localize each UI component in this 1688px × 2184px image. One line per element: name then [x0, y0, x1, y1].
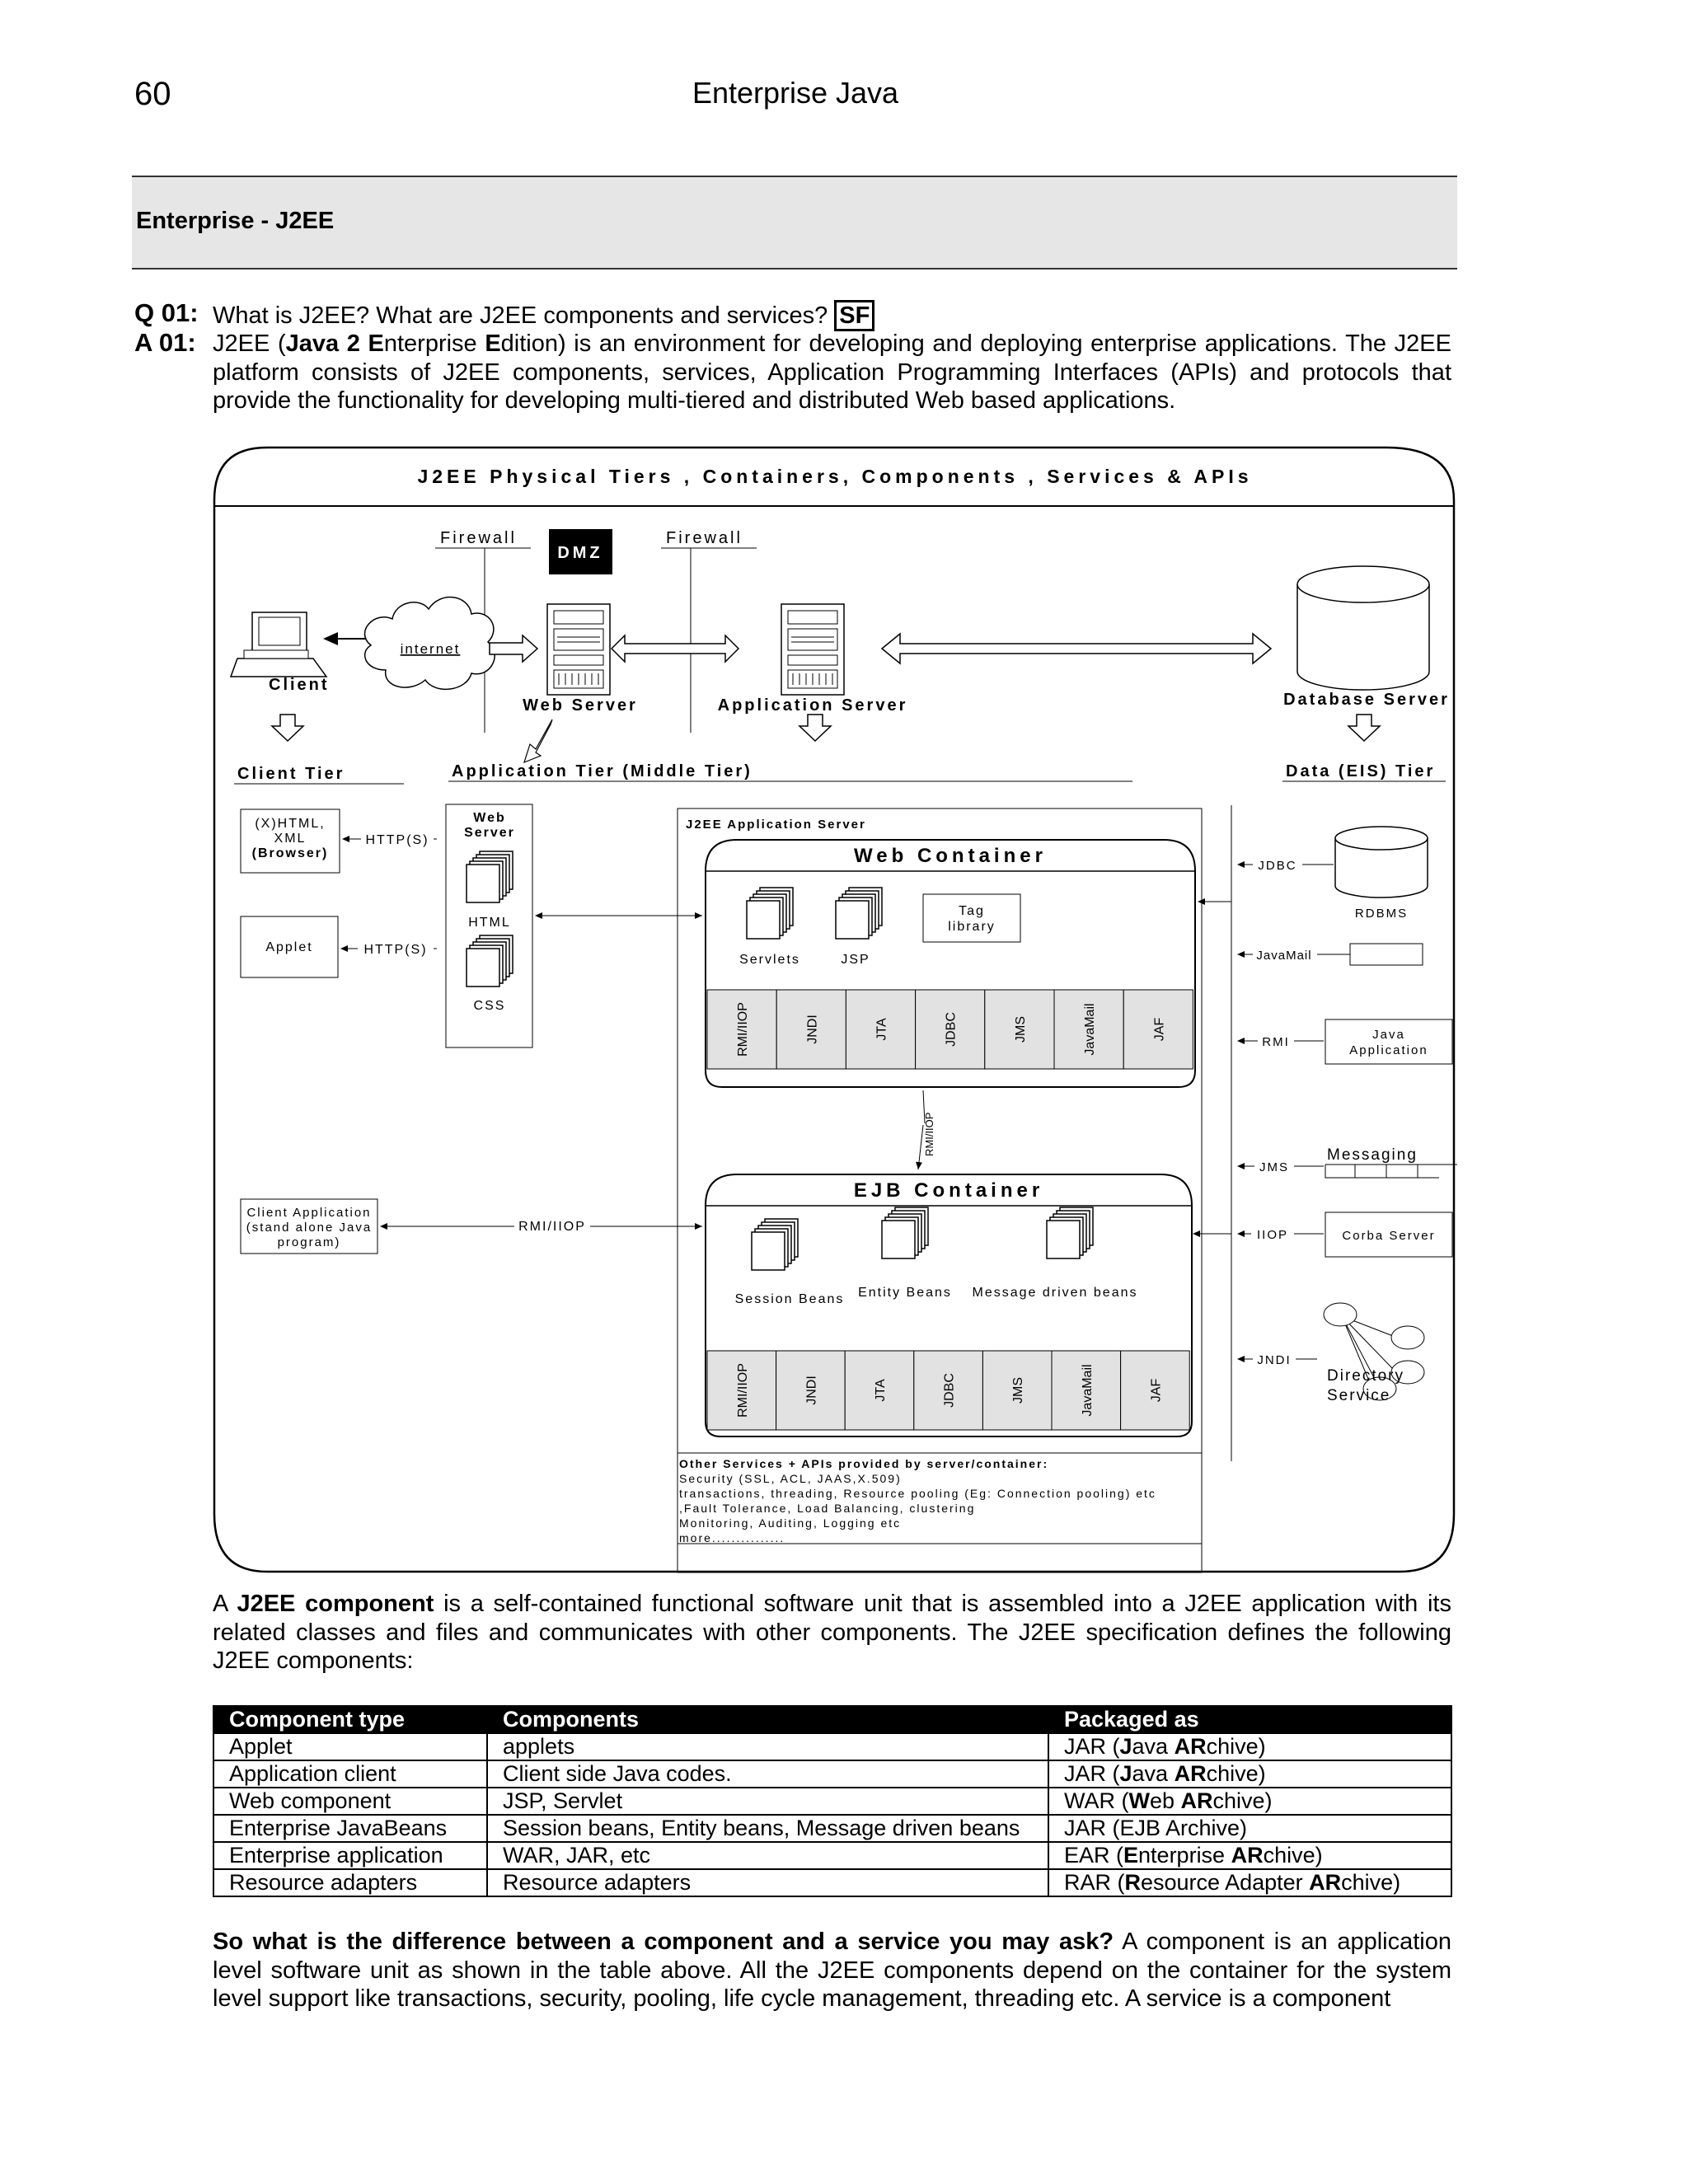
client-app-label-3: program) [277, 1235, 341, 1249]
cell-components: JSP, Servlet [487, 1788, 1048, 1815]
table-row [213, 1760, 1451, 1788]
library-label: library [948, 920, 996, 934]
cell-components: applets [487, 1733, 1048, 1760]
mdb-icon [1047, 1207, 1093, 1258]
rmi-iiop-vertical-label: RMI/IIOP [923, 1112, 935, 1156]
data-tier-label: Data (EIS) Tier [1286, 762, 1436, 780]
rdbms-label: RDBMS [1354, 907, 1409, 921]
app-server-label: Application Server [717, 696, 908, 715]
mdb-label: Message driven beans [972, 1286, 1138, 1300]
header-components: Components [487, 1706, 1048, 1733]
sf-badge: SF [834, 300, 874, 331]
cell-component-type: Applet [213, 1733, 487, 1760]
web-container-api-row [707, 990, 1193, 1069]
table-row [213, 1815, 1451, 1842]
j2ee-architecture-diagram [213, 443, 1457, 1576]
table-row [213, 1733, 1451, 1760]
cell-packaged-as: JAR (Java ARchive) [1048, 1760, 1451, 1788]
running-title: Enterprise Java [692, 76, 899, 110]
dmz-label: DMZ [557, 544, 603, 562]
cell-packaged-as: EAR (Enterprise ARchive) [1048, 1842, 1451, 1869]
cell-component-type: Web component [213, 1788, 487, 1815]
jndi-label: JNDI [1257, 1353, 1292, 1367]
other-services-line-5: Monitoring, Auditing, Logging etc [679, 1516, 902, 1530]
client-app-label-2: (stand alone Java [246, 1221, 373, 1235]
corba-server-label: Corba Server [1342, 1229, 1436, 1243]
http1-label: HTTP(S) [365, 833, 429, 847]
question-text [213, 300, 874, 331]
jsp-icon [836, 888, 882, 939]
section-title: Enterprise - J2EE [136, 208, 335, 234]
cell-packaged-as: JAR (EJB Archive) [1048, 1815, 1451, 1842]
cell-packaged-as: RAR (Resource Adapter ARchive) [1048, 1869, 1451, 1896]
api-label-jaf: JAF [1149, 1378, 1164, 1403]
client-label: Client [269, 676, 330, 694]
directory-label: Directory [1327, 1367, 1405, 1385]
cell-component-type: Enterprise JavaBeans [213, 1815, 487, 1842]
cell-components: WAR, JAR, etc [487, 1842, 1048, 1869]
answer-label: A 01: [134, 328, 196, 357]
api-label-jndi: JNDI [804, 1376, 819, 1405]
service-label: Service [1327, 1387, 1391, 1404]
component-paragraph: A J2EE component is a self-contained functional software unit that is assembled into a J2EE application with its related classes and files and communicates with other components. The J2EE specification defines the following J2EE components: [213, 1591, 1451, 1674]
jdbc-label: JDBC [1258, 859, 1297, 873]
cell-components: Resource adapters [487, 1869, 1048, 1896]
question-label: Q 01: [134, 298, 199, 327]
api-label-jta: JTA [874, 1379, 888, 1402]
xml-label: XML [274, 832, 307, 846]
tag-library-box [923, 894, 1020, 942]
browser-label: (Browser) [251, 846, 329, 860]
css-docs-icon [467, 935, 513, 987]
component-table [213, 1705, 1452, 1897]
java-app-label-2: Application [1349, 1043, 1428, 1057]
table-header-row [213, 1706, 1451, 1733]
css-label: CSS [473, 999, 506, 1013]
page-number: 60 [134, 76, 171, 112]
web-server-box-label-2: Server [464, 826, 515, 840]
xhtml-label: (X)HTML, [255, 817, 326, 831]
javamail-label: JavaMail [1256, 949, 1312, 963]
api-label-jndi: JNDI [805, 1015, 820, 1044]
entity-beans-label: Entity Beans [858, 1286, 952, 1300]
app-tier-label: Application Tier (Middle Tier) [452, 762, 753, 780]
cell-packaged-as: JAR (Java ARchive) [1048, 1733, 1451, 1760]
http2-label: HTTP(S) [363, 943, 428, 957]
cell-packaged-as: WAR (Web ARchive) [1048, 1788, 1451, 1815]
table-row [213, 1842, 1451, 1869]
j2ee-app-server-label: J2EE Application Server [686, 818, 866, 832]
iiop-label: IIOP [1256, 1228, 1289, 1242]
ejb-container-api-row [707, 1351, 1189, 1430]
html-docs-icon [467, 851, 513, 902]
web-server-label: Web Server [523, 696, 638, 715]
messaging-label: Messaging [1327, 1146, 1418, 1164]
database-server-label: Database Server [1283, 691, 1450, 709]
api-label-jms: JMS [1013, 1016, 1028, 1043]
header-component-type: Component type [213, 1706, 487, 1733]
cell-components: Client side Java codes. [487, 1760, 1048, 1788]
mail-box [1350, 944, 1423, 965]
table-row [213, 1869, 1451, 1896]
api-label-rmiiiop: RMI/IIOP [736, 1002, 751, 1057]
diagram-title: J2EE Physical Tiers , Containers, Components , Services & APIs [417, 466, 1253, 487]
api-label-javamail: JavaMail [1083, 1003, 1098, 1056]
tag-label: Tag [959, 904, 985, 918]
other-services-line-3: transactions, threading, Resource pooling (Eg: Connection pooling) etc [679, 1487, 1156, 1500]
servlets-icon [747, 888, 793, 939]
table-row [213, 1788, 1451, 1815]
firewall-right-label: Firewall [666, 529, 743, 547]
internet-label: internet [400, 641, 461, 657]
question-body: What is J2EE? What are J2EE components and services? [213, 302, 828, 329]
database-server-icon [1297, 566, 1429, 690]
rmi-label: RMI [1262, 1035, 1290, 1049]
jms-label: JMS [1259, 1160, 1289, 1174]
cell-components: Session beans, Entity beans, Message driven beans [487, 1815, 1048, 1842]
api-label-jdbc: JDBC [942, 1373, 957, 1408]
ejb-container-label: EJB Container [853, 1179, 1044, 1202]
html-label: HTML [468, 916, 511, 930]
jsp-label: JSP [841, 953, 870, 967]
api-label-jms: JMS [1011, 1377, 1026, 1404]
applet-label: Applet [265, 940, 313, 954]
cell-component-type: Enterprise application [213, 1842, 487, 1869]
other-services-line-6: more............... [679, 1531, 785, 1544]
session-beans-icon [752, 1219, 798, 1270]
api-label-jdbc: JDBC [944, 1012, 959, 1047]
cell-component-type: Application client [213, 1760, 487, 1788]
api-label-jta: JTA [874, 1018, 889, 1041]
cell-component-type: Resource adapters [213, 1869, 487, 1896]
client-tier-label: Client Tier [237, 765, 345, 783]
other-services-line-4: ,Fault Tolerance, Load Balancing, clustering [679, 1502, 976, 1515]
header-packaged-as: Packaged as [1048, 1706, 1451, 1733]
application-server-icon [781, 604, 844, 695]
servlets-label: Servlets [739, 953, 800, 967]
api-label-javamail: JavaMail [1080, 1364, 1095, 1417]
other-services-line-1: Other Services + APIs provided by server/container: [679, 1457, 1049, 1470]
difference-paragraph: So what is the difference between a component and a service you may ask? A component is an application level software unit as shown in the table above. All the J2EE components depend on the container for the system level support like transactions, security, pooling, life cycle management, threading etc. A service is a component [213, 1929, 1451, 2012]
api-label-jaf: JAF [1152, 1017, 1167, 1042]
web-server-box-label-1: Web [473, 811, 506, 825]
rmi-iiop-horizontal-label: RMI/IIOP [518, 1220, 586, 1234]
java-app-label-1: Java [1372, 1028, 1405, 1042]
web-container-label: Web Container [854, 845, 1047, 867]
other-services-line-2: Security (SSL, ACL, JAAS,X.509) [679, 1472, 902, 1485]
entity-beans-icon [882, 1207, 928, 1258]
session-beans-label: Session Beans [734, 1292, 845, 1306]
rdbms-icon [1335, 827, 1428, 898]
section-band [132, 176, 1457, 269]
firewall-left-label: Firewall [440, 529, 517, 547]
web-server-icon [547, 604, 610, 695]
api-label-rmiiiop: RMI/IIOP [735, 1363, 750, 1418]
answer-paragraph: J2EE (Java 2 Enterprise Edition) is an environment for developing and deploying enterprise applications. The J2EE platform consists of J2EE components, services, Application Programming Interfaces (APIs) and protocols that provide the functionality for developing multi-tiered and distributed Web based applications. [213, 330, 1451, 414]
client-app-label-1: Client Application [246, 1206, 372, 1220]
